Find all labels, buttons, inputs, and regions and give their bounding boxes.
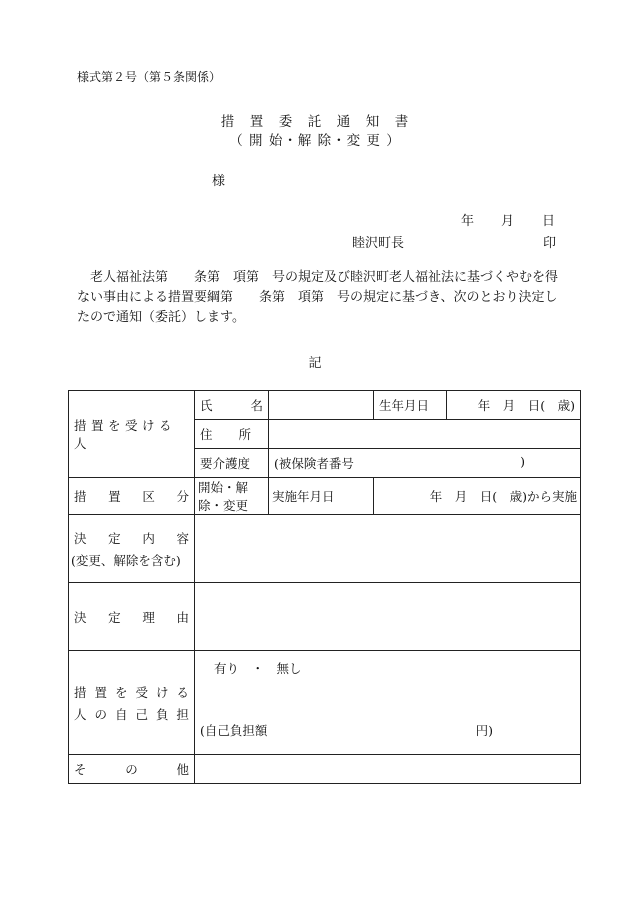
addressee-suffix: 様 [212,174,226,189]
decision-reason-label: 決 定 理 由 [69,583,195,651]
table-row [69,651,581,755]
decision-content-label: 決 定 内 容 (変更、解除を含む) [69,515,195,583]
burden_label_1-char: る [176,684,189,700]
date-month: 月 [501,214,515,229]
burden_label_2-char: 負 [155,706,169,722]
address-label: 住 所 [195,420,269,449]
table-row [69,478,581,515]
care-level-label: 要介護度 [195,449,269,478]
burden_label_2-char: の [94,706,107,722]
table-row [69,583,581,651]
burden_label_2-char: 自 [114,706,128,722]
issue-date [461,210,555,229]
implementation-date-label: 実施年月日 [269,478,374,515]
burden-choice[interactable]: 有り ・ 無し [214,661,302,676]
form-number: 様式第２号（第５条関係） [77,70,222,84]
date-day: 日 [542,214,556,229]
burden-amount-close: 円) [475,723,494,738]
birth-label: 生年月日 [374,391,447,420]
self-burden-label [69,651,195,755]
name-field[interactable] [269,391,374,420]
issuer-name: 睦沢町長 [352,236,405,251]
decision-content-field[interactable] [195,515,581,583]
implementation-date-field[interactable]: 年 月 日( 歳)から実施 [374,478,581,515]
insured-number-field[interactable]: (被保険者番号 ) [269,449,581,478]
document-subtitle: （ 開 始・解 除・変 更 ） [229,133,401,149]
other-label: そ の 他 [69,755,195,784]
notice-form-table [68,390,581,784]
burden_label_1-char: 措 [74,684,87,700]
seal-mark: 印 [543,236,557,251]
burden_label_2-char: 担 [176,706,189,722]
burden_label_1-char: け [155,684,169,700]
burden_label_2-char: 人 [74,706,87,722]
other-field[interactable] [195,755,581,784]
burden_label_1-char: 置 [94,684,107,700]
name-label: 氏 名 [195,391,269,420]
self-burden-field[interactable] [195,651,581,755]
birth-field[interactable]: 年 月 日( 歳) [447,391,581,420]
address-field[interactable] [269,420,581,449]
notice-paragraph: 老人福祉法第 条第 項第 号の規定及び睦沢町老人福祉法に基づくやむを得ない事由による措置要綱第 条第 項第 号の規定に基づき、次のとおり決定したので通知（委託）します。 [77,270,559,325]
burden_label_1-char: 受 [135,684,148,700]
burden-amount-open: (自己負担額 [200,723,268,738]
recipient-label: 措置を受ける人 [69,391,195,478]
table-row [69,391,581,420]
table-row [69,755,581,784]
burden_label_2-char: 己 [135,706,148,722]
decision-reason-field[interactable] [195,583,581,651]
burden_label_1-char: を [114,684,128,700]
date-year: 年 [461,214,475,229]
category-value[interactable]: 開始・解除・変更 [195,478,269,515]
table-row [69,515,581,583]
category-label: 措 置 区 分 [69,478,195,515]
ki-heading: 記 [308,356,322,371]
document-title: 措 置 委 託 通 知 書 [220,114,410,130]
